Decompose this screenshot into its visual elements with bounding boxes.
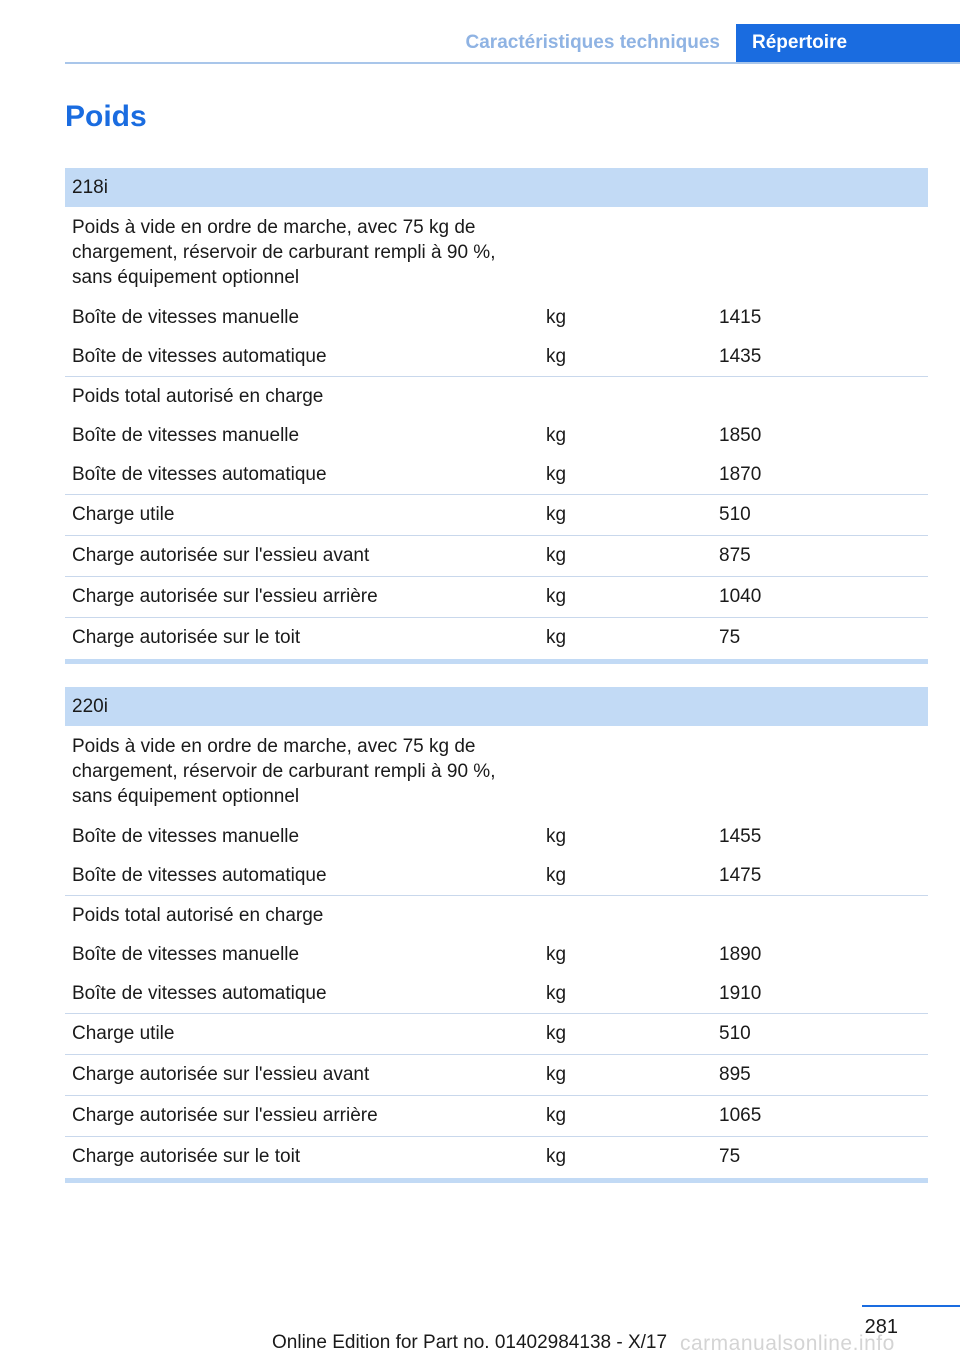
footer-rule (862, 1305, 960, 1307)
row-label: Charge autorisée sur le toit (72, 627, 301, 648)
row-label: Boîte de vitesses automatique (72, 865, 327, 886)
table-row (65, 1013, 928, 1054)
row-unit: kg (546, 983, 567, 1004)
row-unit: kg (546, 1023, 567, 1044)
row-label: Charge autorisée sur le toit (72, 1146, 301, 1167)
row-value: 1040 (719, 586, 762, 607)
row-value: 1415 (719, 307, 762, 328)
row-unit: kg (546, 504, 567, 525)
table-row-subheading (65, 895, 928, 935)
table-model-header: 218i (65, 168, 928, 207)
row-unit: kg (546, 307, 567, 328)
row-label: Boîte de vitesses manuelle (72, 944, 300, 965)
row-subheading: Poids total autorisé en charge (72, 386, 324, 407)
row-value: 1850 (719, 425, 762, 446)
footer-edition: Online Edition for Part no. 01402984138 - X/17 (272, 1332, 668, 1353)
row-unit: kg (546, 826, 567, 847)
row-label: Charge autorisée sur l'essieu arrière (72, 586, 378, 607)
table-row-intro (65, 726, 928, 817)
row-value: 75 (719, 627, 741, 648)
intro-text: Poids à vide en ordre de marche, avec 75 kg de chargement, réservoir de carburant rempli à 90 %, sans équipement optionnel (72, 736, 496, 807)
row-value: 1890 (719, 944, 762, 965)
row-unit: kg (546, 464, 567, 485)
table-row-subheading (65, 376, 928, 416)
table-row (65, 337, 928, 376)
row-value: 1435 (719, 346, 762, 367)
row-label: Charge autorisée sur l'essieu avant (72, 1064, 370, 1085)
row-unit: kg (546, 1105, 567, 1126)
table-end-bar (65, 659, 928, 664)
row-label: Boîte de vitesses automatique (72, 346, 327, 367)
row-unit: kg (546, 425, 567, 446)
row-label: Charge utile (72, 504, 175, 525)
row-unit: kg (546, 346, 567, 367)
table-row (65, 298, 928, 337)
row-value: 1910 (719, 983, 762, 1004)
table-row (65, 935, 928, 974)
table-row (65, 455, 928, 494)
row-value: 1870 (719, 464, 762, 485)
row-unit: kg (546, 627, 567, 648)
table-row (65, 535, 928, 576)
weights-table-218i (65, 168, 928, 664)
row-label: Boîte de vitesses automatique (72, 983, 327, 1004)
row-subheading: Poids total autorisé en charge (72, 905, 324, 926)
row-value: 1065 (719, 1105, 762, 1126)
weights-table-220i (65, 687, 928, 1183)
row-unit: kg (546, 586, 567, 607)
row-label: Boîte de vitesses manuelle (72, 826, 300, 847)
table-row (65, 1095, 928, 1136)
table-row (65, 1136, 928, 1177)
row-label: Charge utile (72, 1023, 175, 1044)
row-unit: kg (546, 545, 567, 566)
header-section-link[interactable]: Caractéristiques techniques (465, 32, 720, 53)
row-label: Boîte de vitesses manuelle (72, 307, 300, 328)
row-unit: kg (546, 1146, 567, 1167)
table-model-header: 220i (65, 687, 928, 726)
row-value: 875 (719, 545, 751, 566)
row-label: Charge autorisée sur l'essieu avant (72, 545, 370, 566)
header-tab-repertoire[interactable]: Répertoire (736, 24, 960, 62)
row-value: 75 (719, 1146, 741, 1167)
row-label: Boîte de vitesses automatique (72, 464, 327, 485)
row-value: 510 (719, 1023, 751, 1044)
watermark: carmanualsonline.info (680, 1332, 895, 1355)
row-value: 510 (719, 504, 751, 525)
page-header (65, 24, 960, 64)
table-row (65, 494, 928, 535)
table-row (65, 617, 928, 658)
row-unit: kg (546, 1064, 567, 1085)
row-label: Charge autorisée sur l'essieu arrière (72, 1105, 378, 1126)
intro-text: Poids à vide en ordre de marche, avec 75 kg de chargement, réservoir de carburant rempli à 90 %, sans équipement optionnel (72, 217, 496, 288)
table-row-intro (65, 207, 928, 298)
row-value: 1475 (719, 865, 762, 886)
table-row (65, 1054, 928, 1095)
row-label: Boîte de vitesses manuelle (72, 425, 300, 446)
page-number: 281 (864, 1316, 898, 1338)
table-row (65, 817, 928, 856)
table-row (65, 576, 928, 617)
table-end-bar (65, 1178, 928, 1183)
table-row (65, 856, 928, 895)
row-value: 895 (719, 1064, 751, 1085)
row-value: 1455 (719, 826, 762, 847)
page-title: Poids (65, 100, 147, 133)
table-row (65, 416, 928, 455)
row-unit: kg (546, 865, 567, 886)
row-unit: kg (546, 944, 567, 965)
table-row (65, 974, 928, 1013)
